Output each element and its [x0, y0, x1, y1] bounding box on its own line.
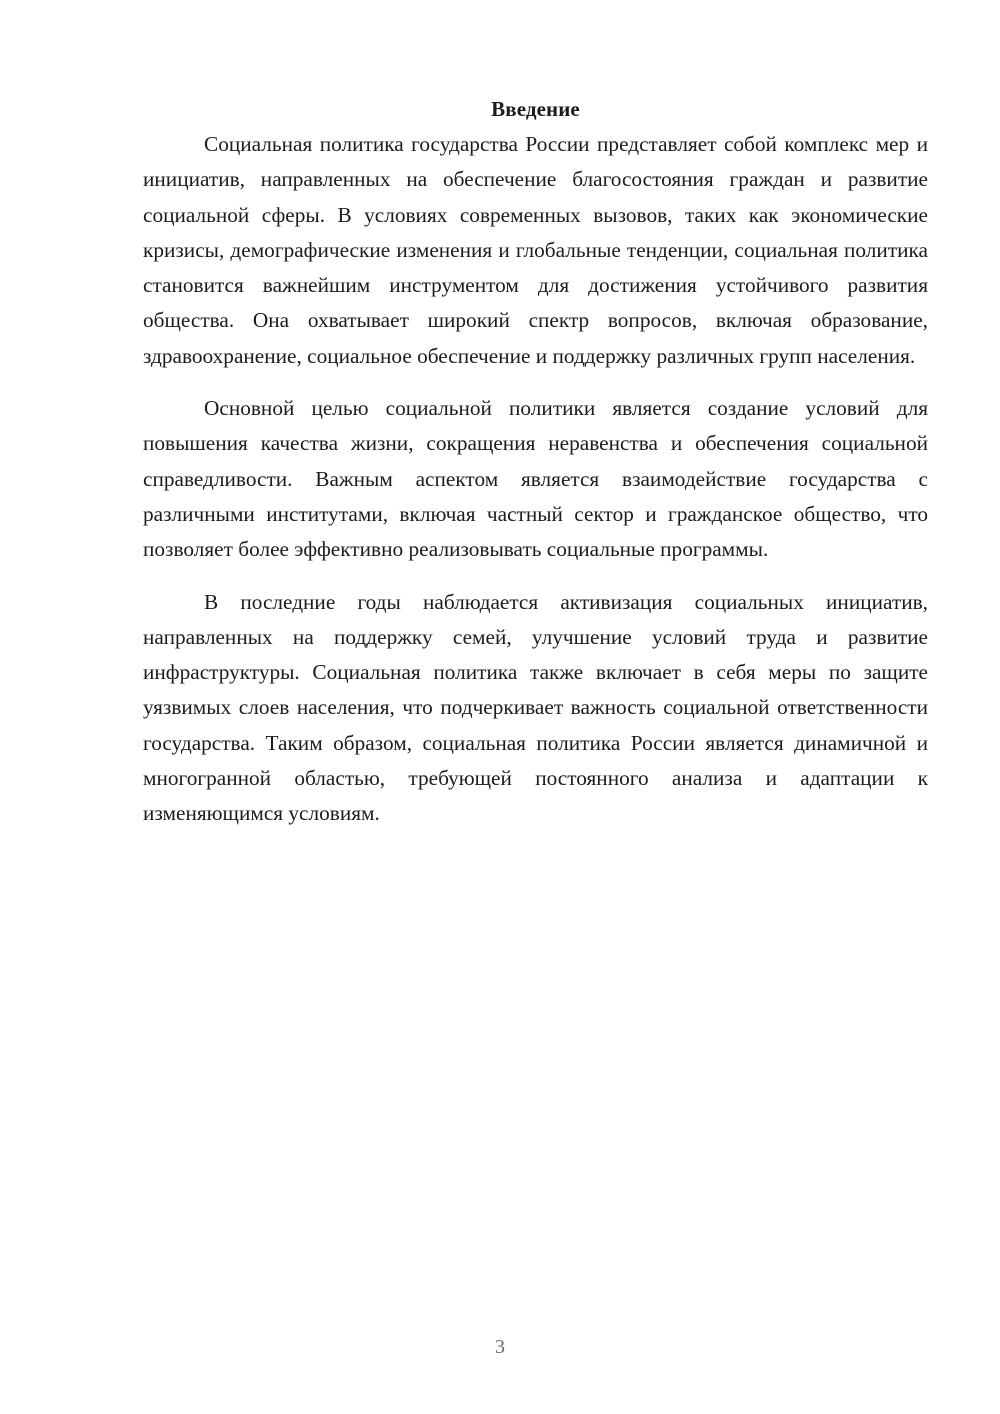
paragraph-2: Основной целью социальной политики является создание условий для повышения качества жизни, сокращения неравенства и обеспечения социальной справедливости. Важным аспектом является взаимодействие государства с различными институтами, включая частный сектор и гражданское общество, что позволяет более эффективно реализовывать социальные программы. [143, 396, 928, 562]
page-number: 3 [495, 1336, 505, 1358]
paragraph-1: Социальная политика государства России представляет собой комплекс мер и инициатив, направленных на обеспечение благосостояния граждан и развитие социальной сферы. В условиях современных вызовов, таких как экономические кризисы, демографические изменения и глобальные тенденции, социальная политика становится важнейшим инструментом для достижения устойчивого развития общества. Она охватывает широкий спектр вопросов, включая образование, здравоохранение, социальное обеспечение и поддержку различных групп населения. [143, 132, 928, 368]
section-heading: Введение [491, 97, 580, 121]
paragraph-3: В последние годы наблюдается активизация социальных инициатив, направленных на поддержку семей, улучшение условий труда и развитие инфраструктуры. Социальная политика также включает в себя меры по защите уязвимых слоев населения, что подчеркивает важность социальной ответственности государства. Таким образом, социальная политика России является динамичной и многогранной областью, требующей постоянного анализа и адаптации к изменяющимся условиям. [143, 589, 928, 826]
page-content [143, 92, 928, 849]
